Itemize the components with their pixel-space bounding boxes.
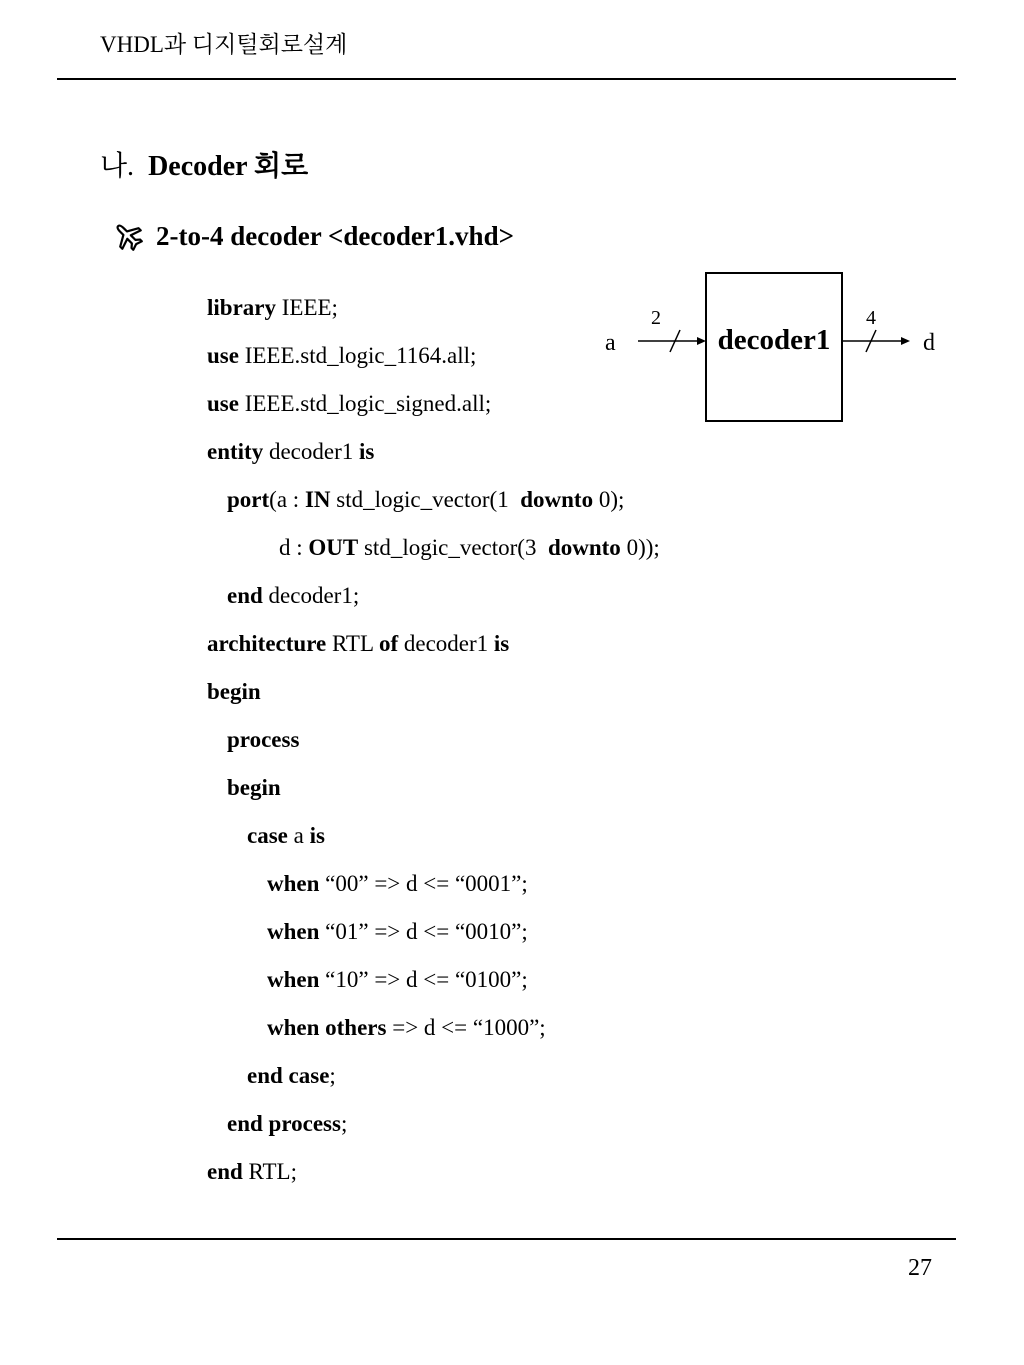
code-keyword: port <box>227 487 270 512</box>
code-text: std_logic_vector(1 <box>330 487 521 512</box>
code-line <box>207 1100 660 1148</box>
output-bus-width: 4 <box>866 307 876 329</box>
code-text: a <box>287 823 310 848</box>
code-line <box>207 812 660 860</box>
airplane-icon <box>112 220 144 252</box>
code-line <box>207 956 660 1004</box>
code-line <box>207 380 660 428</box>
code-text: IEEE.std_logic_signed.all; <box>238 391 492 416</box>
code-text: => d <= “1000”; <box>386 1015 546 1040</box>
code-keyword: when <box>267 919 320 944</box>
code-keyword: entity <box>207 439 264 464</box>
code-text: decoder1 <box>398 631 494 656</box>
code-text: ; <box>329 1063 336 1088</box>
header-title: VHDL과 디지털회로설계 <box>100 32 348 57</box>
code-keyword: case <box>247 823 288 848</box>
code-keyword: of <box>378 631 399 656</box>
code-keyword: is <box>359 439 375 464</box>
code-line <box>207 332 660 380</box>
subheading <box>112 219 514 253</box>
code-line <box>207 620 660 668</box>
section-number: 나. <box>100 151 135 182</box>
code-line <box>207 908 660 956</box>
output-arrow-head <box>901 337 910 345</box>
code-text: decoder1; <box>262 583 360 608</box>
vhdl-code-block <box>207 284 660 1196</box>
code-keyword: IN <box>304 487 331 512</box>
section-title: Decoder 회로 <box>148 151 309 182</box>
code-keyword: when <box>267 967 320 992</box>
input-arrow-head <box>697 337 706 345</box>
code-line <box>207 860 660 908</box>
code-text: “10” => d <= “0100”; <box>319 967 528 992</box>
code-line <box>207 668 660 716</box>
footer-rule <box>57 1238 956 1240</box>
code-text: ; <box>340 1111 348 1136</box>
code-line <box>207 764 660 812</box>
code-line <box>207 476 660 524</box>
decoder-block-name: decoder1 <box>717 323 831 356</box>
code-keyword: end <box>207 1159 243 1184</box>
code-line <box>207 524 660 572</box>
page-number: 27 <box>908 1255 932 1281</box>
code-line <box>207 428 660 476</box>
code-text: std_logic_vector(3 <box>358 535 548 560</box>
code-keyword: use <box>207 343 239 368</box>
code-keyword: begin <box>227 775 281 800</box>
code-keyword: begin <box>207 679 261 704</box>
code-text: d : <box>279 535 309 560</box>
code-line <box>207 1052 660 1100</box>
code-text: (a : <box>269 487 305 512</box>
decoder-block-diagram <box>598 268 948 428</box>
code-keyword: use <box>207 391 239 416</box>
input-port-label: a <box>605 330 616 356</box>
code-text: “01” => d <= “0010”; <box>319 919 528 944</box>
code-keyword: downto <box>547 535 621 560</box>
header-rule <box>57 78 956 80</box>
output-port-label: d <box>923 330 935 356</box>
code-text: IEEE; <box>276 295 338 320</box>
code-keyword: end case <box>247 1063 330 1088</box>
code-keyword: when others <box>267 1015 387 1040</box>
code-text: RTL; <box>242 1159 297 1184</box>
code-keyword: library <box>207 295 276 320</box>
code-keyword: OUT <box>308 535 359 560</box>
section-heading <box>100 150 308 184</box>
code-line <box>207 284 660 332</box>
code-text: 0); <box>593 487 625 512</box>
code-line <box>207 1148 660 1196</box>
code-text: RTL <box>326 631 379 656</box>
code-keyword: downto <box>520 487 594 512</box>
code-line <box>207 572 660 620</box>
code-keyword: process <box>227 727 300 752</box>
code-keyword: is <box>309 823 325 848</box>
code-keyword: architecture <box>207 631 327 656</box>
code-keyword: when <box>267 871 320 896</box>
code-text: IEEE.std_logic_1164.all; <box>238 343 477 368</box>
code-keyword: end <box>227 583 263 608</box>
subheading-text: 2-to-4 decoder <decoder1.vhd> <box>156 221 514 251</box>
code-text: decoder1 <box>263 439 360 464</box>
code-text: 0)); <box>620 535 660 560</box>
code-line <box>207 716 660 764</box>
code-keyword: is <box>493 631 510 656</box>
code-text: “00” => d <= “0001”; <box>319 871 528 896</box>
input-bus-width: 2 <box>651 307 661 329</box>
code-keyword: end process <box>227 1111 341 1136</box>
code-line <box>207 1004 660 1052</box>
